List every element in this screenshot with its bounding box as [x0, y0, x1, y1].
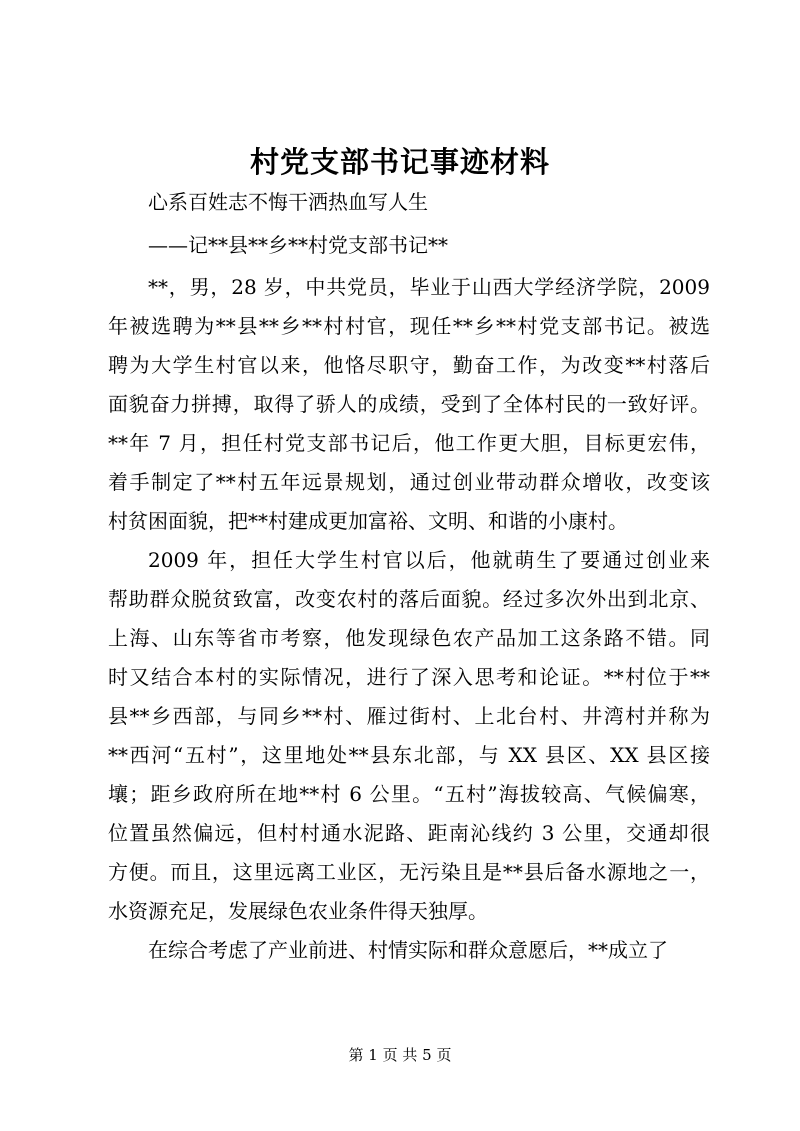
text-line: 位置虽然偏远，但村村通水泥路、距南沁线约 3 公里，交通却很 — [108, 821, 710, 845]
text-line: 着手制定了**村五年远景规划，通过创业带动群众增收，改变该 — [108, 470, 710, 494]
text-line: 方便。而且，这里远离工业区，无污染且是**县后备水源地之一， — [108, 860, 710, 884]
paragraph-2 — [108, 541, 710, 931]
text-line: 上海、山东等省市考察，他发现绿色农产品加工这条路不错。同 — [108, 626, 710, 650]
text-line: 壤；距乡政府所在地**村 6 公里。“五村”海拔较高、气候偏寒， — [108, 782, 710, 806]
text-line: 在综合考虑了产业前进、村情实际和群众意愿后，**成立了 — [148, 938, 668, 962]
document-body — [108, 268, 710, 970]
text-line: **西河“五村”，这里地处**县东北部，与 XX 县区、XX 县区接 — [108, 743, 710, 767]
text-line: 2009 年，担任大学生村官以后，他就萌生了要通过创业来 — [148, 548, 710, 572]
paragraph-1 — [108, 268, 710, 541]
text-line: 村贫困面貌，把**村建成更加富裕、文明、和谐的小康村。 — [108, 509, 628, 533]
text-line: 水资源充足，发展绿色农业条件得天独厚。 — [108, 899, 488, 923]
subtitle-slogan: 心系百姓志不悔干洒热血写人生 — [148, 190, 428, 214]
text-line: **，男，28 岁，中共党员，毕业于山西大学经济学院，2009 — [148, 275, 710, 299]
document-title: 村党支部书记事迹材料 — [249, 145, 550, 179]
paragraph-3 — [108, 931, 710, 970]
text-line: 年被选聘为**县**乡**村村官，现任**乡**村党支部书记。被选 — [108, 314, 710, 338]
subtitle-dedication: ——记**县**乡**村党支部书记** — [148, 233, 448, 257]
text-line: 时又结合本村的实际情况，进行了深入思考和论证。**村位于** — [108, 665, 710, 689]
text-line: 县**乡西部，与同乡**村、雁过街村、上北台村、井湾村并称为 — [108, 704, 710, 728]
text-line: 面貌奋力拼搏，取得了骄人的成绩，受到了全体村民的一致好评。 — [108, 392, 710, 416]
text-line: 聘为大学生村官以来，他恪尽职守，勤奋工作，为改变**村落后 — [108, 353, 710, 377]
text-line: **年 7 月，担任村党支部书记后，他工作更大胆，目标更宏伟， — [108, 431, 710, 455]
text-line: 帮助群众脱贫致富，改变农村的落后面貌。经过多次外出到北京、 — [108, 587, 710, 611]
page-number: 第 1 页 共 5 页 — [348, 1046, 452, 1064]
